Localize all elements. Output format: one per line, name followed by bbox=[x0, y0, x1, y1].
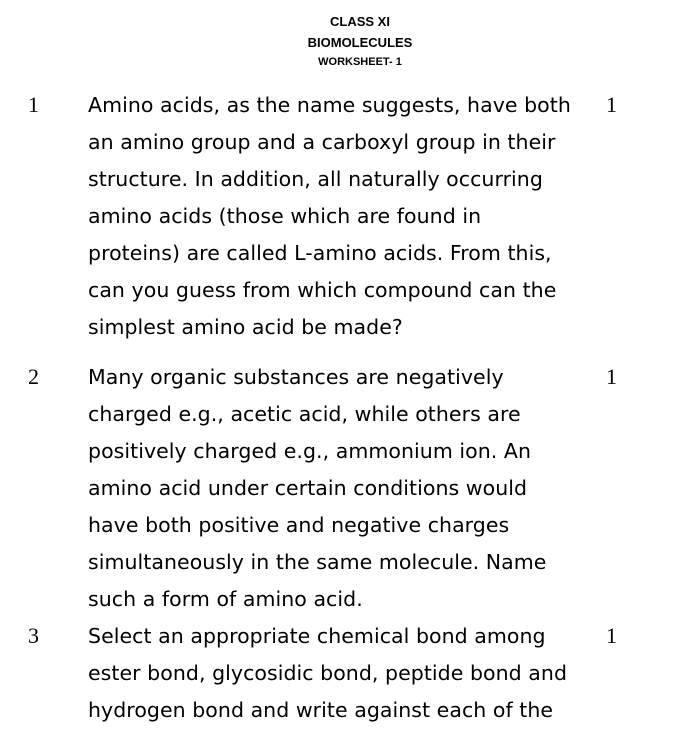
question-line: amino acids (those which are found in bbox=[88, 204, 482, 228]
question-line: Amino acids, as the name suggests, have both bbox=[88, 93, 571, 117]
question-line: positively charged e.g., ammonium ion. An bbox=[88, 439, 532, 463]
question-line: such a form of amino acid. bbox=[88, 587, 363, 611]
question-line: an amino group and a carboxyl group in their bbox=[88, 130, 556, 154]
question-line: can you guess from which compound can the bbox=[88, 278, 557, 302]
question-line: Select an appropriate chemical bond among bbox=[88, 624, 546, 648]
question-line: simplest amino acid be made? bbox=[88, 315, 403, 339]
question-line: have both positive and negative charges bbox=[88, 513, 510, 537]
question-line: proteins) are called L-amino acids. From this, bbox=[88, 241, 552, 265]
question-text bbox=[88, 618, 593, 729]
question-marks: 1 bbox=[606, 364, 617, 389]
question-number: 2 bbox=[28, 364, 39, 389]
question-line: hydrogen bond and write against each of the bbox=[88, 698, 554, 722]
question-line: charged e.g., acetic acid, while others are bbox=[88, 402, 521, 426]
question-marks: 1 bbox=[606, 623, 617, 648]
worksheet-label: WORKSHEET- 1 bbox=[318, 56, 402, 68]
question-number: 1 bbox=[28, 92, 39, 117]
chapter-title: BIOMOLECULES bbox=[307, 35, 413, 50]
question-line: ester bond, glycosidic bond, peptide bond and bbox=[88, 661, 568, 685]
question-text bbox=[88, 87, 593, 346]
question-number: 3 bbox=[28, 623, 39, 648]
question-line: amino acid under certain conditions would bbox=[88, 476, 528, 500]
question-line: Many organic substances are negatively bbox=[88, 365, 504, 389]
question-marks: 1 bbox=[606, 92, 617, 117]
question-text bbox=[88, 359, 593, 618]
class-heading: CLASS XI bbox=[330, 14, 390, 29]
question-line: simultaneously in the same molecule. Name bbox=[88, 550, 547, 574]
question-line: structure. In addition, all naturally occurring bbox=[88, 167, 543, 191]
